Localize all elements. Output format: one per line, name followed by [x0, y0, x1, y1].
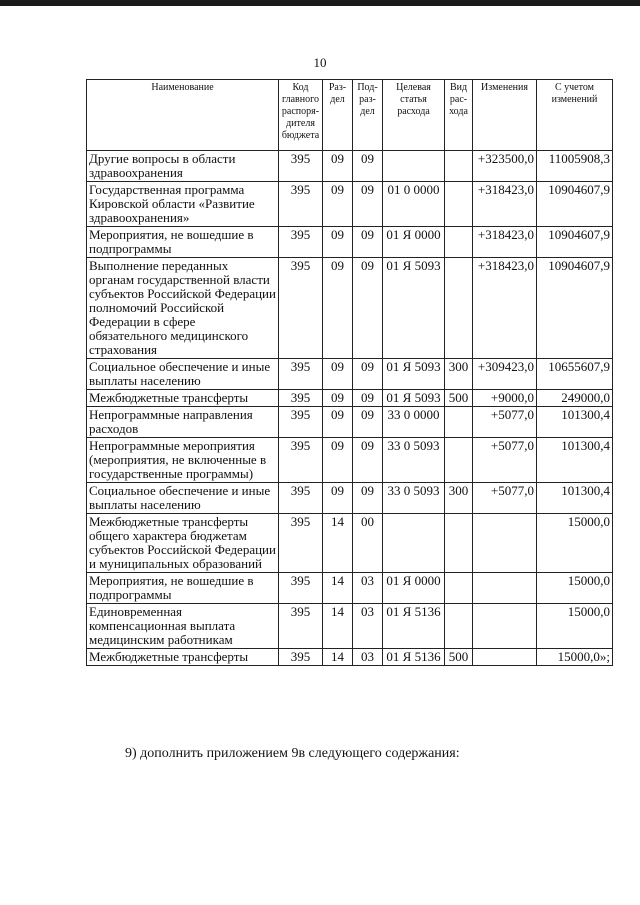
cell-changes: +323500,0: [473, 151, 537, 182]
cell-admin-code: 395: [279, 182, 323, 227]
cell-admin-code: 395: [279, 390, 323, 407]
budget-table: [86, 79, 613, 666]
cell-expense-type: 500: [445, 649, 473, 666]
cell-subsection: 09: [353, 438, 383, 483]
cell-subsection: 09: [353, 151, 383, 182]
cell-changes: [473, 604, 537, 649]
cell-expense-type: [445, 151, 473, 182]
cell-with-changes: 249000,0: [537, 390, 613, 407]
cell-with-changes: 10655607,9: [537, 359, 613, 390]
cell-subsection: 09: [353, 359, 383, 390]
cell-expense-type: 300: [445, 483, 473, 514]
header-admin-code: Код главного распоря-дителя бюджета: [279, 80, 323, 151]
cell-changes: +9000,0: [473, 390, 537, 407]
cell-subsection: 09: [353, 483, 383, 514]
cell-with-changes: 11005908,3: [537, 151, 613, 182]
cell-changes: +5077,0: [473, 483, 537, 514]
cell-with-changes: 15000,0: [537, 604, 613, 649]
header-subsection: Под-раз-дел: [353, 80, 383, 151]
cell-subsection: 03: [353, 604, 383, 649]
cell-section: 14: [323, 514, 353, 573]
cell-expense-type: [445, 182, 473, 227]
cell-expense-type: [445, 573, 473, 604]
cell-admin-code: 395: [279, 438, 323, 483]
cell-with-changes: 15000,0»;: [537, 649, 613, 666]
cell-subsection: 09: [353, 407, 383, 438]
cell-subsection: 00: [353, 514, 383, 573]
cell-expense-type: [445, 227, 473, 258]
cell-target-article: 33 0 5093: [383, 438, 445, 483]
cell-name: Выполнение переданных органам государственной власти субъектов Российской Федерации полномочий Российской Федерации в сфере обязательного медицинского страхования: [87, 258, 279, 359]
cell-section: 09: [323, 151, 353, 182]
cell-subsection: 09: [353, 227, 383, 258]
table-row: [87, 407, 613, 438]
cell-name: Непрограммные мероприятия (мероприятия, не включенные в государственные программы): [87, 438, 279, 483]
cell-name: Непрограммные направления расходов: [87, 407, 279, 438]
cell-admin-code: 395: [279, 514, 323, 573]
cell-subsection: 03: [353, 649, 383, 666]
header-changes: Изменения: [473, 80, 537, 151]
cell-name: Межбюджетные трансферты общего характера бюджетам субъектов Российской Федерации и муниципальных образований: [87, 514, 279, 573]
cell-name: Межбюджетные трансферты: [87, 649, 279, 666]
cell-with-changes: 15000,0: [537, 514, 613, 573]
cell-name: Мероприятия, не вошедшие в подпрограммы: [87, 227, 279, 258]
cell-name: Единовременная компенсационная выплата медицинским работникам: [87, 604, 279, 649]
cell-section: 09: [323, 390, 353, 407]
cell-expense-type: [445, 604, 473, 649]
cell-changes: [473, 649, 537, 666]
cell-target-article: 01 Я 5093: [383, 258, 445, 359]
cell-expense-type: [445, 258, 473, 359]
cell-admin-code: 395: [279, 649, 323, 666]
table-header-row: [87, 80, 613, 151]
table-body: [87, 151, 613, 666]
cell-expense-type: 500: [445, 390, 473, 407]
cell-subsection: 09: [353, 390, 383, 407]
cell-section: 14: [323, 604, 353, 649]
footer-text: 9) дополнить приложением 9в следующего содержания:: [125, 746, 460, 761]
cell-section: 09: [323, 227, 353, 258]
table-row: [87, 604, 613, 649]
cell-changes: +309423,0: [473, 359, 537, 390]
cell-section: 09: [323, 483, 353, 514]
cell-expense-type: 300: [445, 359, 473, 390]
table-row: [87, 151, 613, 182]
cell-expense-type: [445, 407, 473, 438]
table-row: [87, 483, 613, 514]
cell-section: 09: [323, 359, 353, 390]
cell-section: 09: [323, 407, 353, 438]
cell-name: Социальное обеспечение и иные выплаты населению: [87, 483, 279, 514]
cell-target-article: 01 Я 5093: [383, 359, 445, 390]
cell-with-changes: 10904607,9: [537, 258, 613, 359]
table-row: [87, 390, 613, 407]
header-expense-type: Вид рас-хода: [445, 80, 473, 151]
cell-subsection: 03: [353, 573, 383, 604]
cell-admin-code: 395: [279, 227, 323, 258]
cell-admin-code: 395: [279, 151, 323, 182]
cell-subsection: 09: [353, 182, 383, 227]
table-row: [87, 182, 613, 227]
cell-target-article: 01 Я 5093: [383, 390, 445, 407]
cell-section: 14: [323, 649, 353, 666]
cell-name: Социальное обеспечение и иные выплаты населению: [87, 359, 279, 390]
cell-changes: [473, 514, 537, 573]
table-row: [87, 573, 613, 604]
cell-expense-type: [445, 514, 473, 573]
cell-with-changes: 15000,0: [537, 573, 613, 604]
cell-with-changes: 101300,4: [537, 483, 613, 514]
header-section: Раз-дел: [323, 80, 353, 151]
cell-changes: +5077,0: [473, 407, 537, 438]
cell-with-changes: 10904607,9: [537, 227, 613, 258]
cell-name: Межбюджетные трансферты: [87, 390, 279, 407]
cell-expense-type: [445, 438, 473, 483]
page-number: 10: [313, 55, 327, 70]
cell-name: Государственная программа Кировской области «Развитие здравоохранения»: [87, 182, 279, 227]
table-row: [87, 438, 613, 483]
table-row: [87, 227, 613, 258]
cell-target-article: 01 Я 0000: [383, 573, 445, 604]
cell-admin-code: 395: [279, 604, 323, 649]
cell-admin-code: 395: [279, 359, 323, 390]
header-with-changes: С учетом изменений: [537, 80, 613, 151]
cell-admin-code: 395: [279, 483, 323, 514]
cell-with-changes: 101300,4: [537, 438, 613, 483]
cell-section: 09: [323, 438, 353, 483]
cell-with-changes: 101300,4: [537, 407, 613, 438]
table-row: [87, 258, 613, 359]
cell-changes: +318423,0: [473, 227, 537, 258]
cell-changes: +318423,0: [473, 182, 537, 227]
cell-target-article: [383, 514, 445, 573]
header-target-article: Целевая статья расхода: [383, 80, 445, 151]
cell-target-article: [383, 151, 445, 182]
cell-subsection: 09: [353, 258, 383, 359]
top-border-line: [0, 0, 640, 6]
cell-changes: +318423,0: [473, 258, 537, 359]
cell-admin-code: 395: [279, 573, 323, 604]
cell-changes: [473, 573, 537, 604]
cell-target-article: 01 0 0000: [383, 182, 445, 227]
cell-changes: +5077,0: [473, 438, 537, 483]
cell-target-article: 01 Я 0000: [383, 227, 445, 258]
cell-section: 09: [323, 182, 353, 227]
table-row: [87, 359, 613, 390]
cell-admin-code: 395: [279, 258, 323, 359]
cell-name: Другие вопросы в области здравоохранения: [87, 151, 279, 182]
cell-section: 09: [323, 258, 353, 359]
cell-target-article: 33 0 0000: [383, 407, 445, 438]
cell-admin-code: 395: [279, 407, 323, 438]
cell-section: 14: [323, 573, 353, 604]
cell-name: Мероприятия, не вошедшие в подпрограммы: [87, 573, 279, 604]
table-row: [87, 514, 613, 573]
table-row: [87, 649, 613, 666]
cell-target-article: 33 0 5093: [383, 483, 445, 514]
cell-target-article: 01 Я 5136: [383, 649, 445, 666]
header-name: Наименование: [87, 80, 279, 151]
cell-with-changes: 10904607,9: [537, 182, 613, 227]
cell-target-article: 01 Я 5136: [383, 604, 445, 649]
